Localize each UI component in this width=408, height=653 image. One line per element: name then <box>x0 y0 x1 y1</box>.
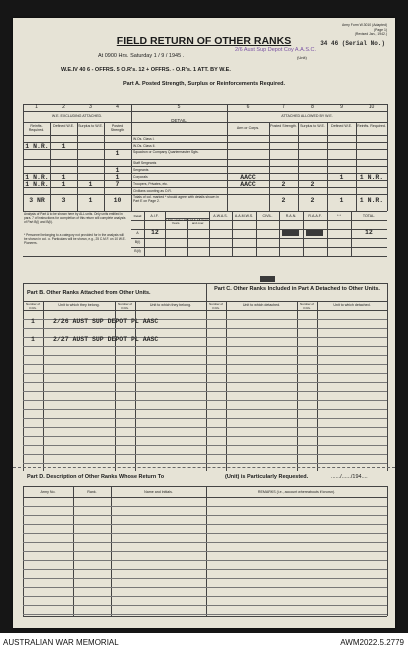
subhead: Reinfts. Required. <box>357 124 386 128</box>
col-number: 4 <box>116 104 119 110</box>
part-a-typed-value: 1 <box>339 174 344 181</box>
col-number: 3 <box>89 104 92 110</box>
part-d-head: REMARKS (i.e., account whereabouts if known). <box>257 490 336 494</box>
analysis-row-label: B(ii) <box>134 249 141 253</box>
part-d-head: Rank. <box>87 490 97 494</box>
analysis-total-value: 12 <box>365 229 373 236</box>
part-a-typed-value: AACC <box>240 174 256 181</box>
analysis-head: R.A.N. <box>285 214 297 218</box>
part-a-typed-value: 10 <box>113 197 122 204</box>
ruled-line <box>23 587 387 588</box>
ruled-line <box>23 391 387 392</box>
part-a-typed-value: 2 <box>310 197 315 204</box>
part-c-head: Unit to which detached. <box>333 303 371 307</box>
col-number: 7 <box>282 104 285 110</box>
analysis-row-label: B(i) <box>134 240 141 244</box>
form-page-no: (Page 1) <box>373 27 387 32</box>
ruled-line <box>23 373 387 374</box>
part-b-row-unit: 2/26 AUST SUP DEPOT PL AASC <box>53 318 159 325</box>
analysis-head: A.W.A.S. <box>213 214 228 218</box>
detail-heading: DETAIL <box>171 118 187 123</box>
part-c-head: Number of O.Rs. <box>299 302 314 310</box>
part-a-typed-value: 1 N.R. <box>359 197 384 204</box>
ruled-line <box>23 346 387 347</box>
group-heading-we: W.E. EXCLUDING ATTACHED. <box>51 114 103 118</box>
subhead: Reinfts. Required. <box>28 124 45 132</box>
subhead: Arm or Corps. <box>236 126 260 130</box>
detail-label: Troopers, Privates, etc. <box>133 182 168 186</box>
part-a-typed-value: 3 <box>61 197 66 204</box>
subhead: Posted Strength. <box>270 124 297 128</box>
subhead: Surplus to W.E. <box>78 124 103 128</box>
serial-number: 34 46 (Serial No.) <box>320 40 385 47</box>
col-number: 9 <box>340 104 343 110</box>
col-number: 10 <box>368 104 375 110</box>
redaction-mark <box>260 276 275 282</box>
part-a-typed-value: 1 <box>61 181 66 188</box>
analysis-head: A.A.M.W.S. <box>234 214 254 218</box>
detail-label: W.Os. Class I. <box>133 137 155 141</box>
analysis-head: A.I.F. <box>150 214 159 218</box>
ruled-line <box>23 463 387 464</box>
ruled-line <box>23 560 387 561</box>
ruled-line <box>23 328 387 329</box>
ruled-line <box>23 364 387 365</box>
part-a-typed-value: 2 <box>310 181 315 188</box>
col-number: 8 <box>311 104 314 110</box>
part-a-title: Part A. Posted Strength, Surplus or Reinforcements Required. <box>122 81 286 87</box>
analysis-head: TOTAL. <box>362 214 376 218</box>
analysis-head: CIVIL. <box>262 214 273 218</box>
part-b-row-number: 1 <box>31 318 35 325</box>
part-a-typed-value: 2 <box>281 197 286 204</box>
col-number: 1 <box>35 104 38 110</box>
analysis-note-2: * Personnel belonging to a category not provided for in the analysis will be shown in col. ••. Particulars will be shown, e.g., 25 C.M.F. on 10 W.E. Pioneers. <box>24 233 126 245</box>
unit-stamp: 2/6 Aust Sup Depot Coy A.A.S.C. <box>235 47 317 53</box>
analysis-head: * * <box>337 214 341 218</box>
analysis-head: C.M.F. Under 18 Years. <box>165 218 187 226</box>
part-c-title: Part C. Other Ranks Included in Part A Detached to Other Units. <box>214 286 380 292</box>
part-c-head: Unit to which detached. <box>242 303 281 307</box>
part-a-typed-value: 1 N.R. <box>25 174 49 181</box>
ruled-line <box>23 355 387 356</box>
subhead: Defined W.E. <box>53 124 74 128</box>
detail-label: Totals of col. marked * should agree with details shown in Part E on Page 2. <box>133 195 219 203</box>
analysis-head: R.A.A.F. <box>308 214 322 218</box>
analysis-aif-value: 12 <box>151 229 159 236</box>
part-b-head: Number of O.Rs. <box>117 302 132 310</box>
redaction-mark <box>282 230 299 236</box>
col-number: 5 <box>177 104 181 110</box>
part-a-typed-value: 1 <box>115 174 120 181</box>
detail-label: Civilians counting as O.R. <box>133 189 172 193</box>
ruled-line <box>23 382 387 383</box>
perforation-line <box>13 467 395 468</box>
part-b-row-number: 1 <box>31 336 35 343</box>
part-a-typed-value: 1 <box>88 197 93 204</box>
part-d-date: ....../....../194.... <box>331 474 368 480</box>
ruled-line <box>23 436 387 437</box>
part-a-typed-value: 1 <box>115 167 120 174</box>
ruled-line <box>23 454 387 455</box>
col-number: 6 <box>246 104 250 110</box>
form-revised: (Revised Jan., 1942.) <box>354 32 387 37</box>
analysis-head: C.M.F. 18 Years and over. <box>187 218 209 226</box>
ruled-line <box>23 515 387 516</box>
ruled-line <box>23 409 387 410</box>
subhead: Posted Strength <box>110 124 125 132</box>
part-a-typed-value: 1 N.R. <box>359 174 384 181</box>
part-a-typed-value: 1 <box>88 181 93 188</box>
ruled-line <box>23 614 387 615</box>
part-b-head: Number of O.Rs. <box>25 302 40 310</box>
part-a-typed-value: 1 <box>339 197 344 204</box>
part-d-title-unit: (Unit) is Particularly Requested. <box>225 474 309 480</box>
part-a-typed-value: 1 <box>61 174 66 181</box>
analysis-head: Detail <box>133 214 142 218</box>
part-d-head: Name and Initials. <box>144 490 173 494</box>
detail-label: Squadron or Company Quartermaster Sgts. <box>133 150 199 154</box>
part-a-typed-value: AACC <box>240 181 256 188</box>
ruled-line <box>23 605 387 606</box>
ruled-line <box>23 445 387 446</box>
part-d-head: Army No. <box>40 490 56 494</box>
analysis-row-label: A <box>136 231 139 235</box>
part-b-head: Unit to which they belong. <box>58 303 100 307</box>
part-a-typed-value: 1 <box>115 150 120 157</box>
part-a-typed-value: 1 <box>61 143 66 150</box>
detail-label: W.Os. Class II. <box>133 144 156 148</box>
part-b-title: Part B. Other Ranks Attached from Other Units. <box>27 290 151 296</box>
part-b-head: Unit to which they belong. <box>149 303 192 307</box>
ruled-line <box>23 578 387 579</box>
ruled-line <box>23 427 387 428</box>
part-a-typed-value: 1 N.R. <box>25 181 49 188</box>
part-a-typed-value: 3 NR <box>29 197 45 204</box>
subhead: Surplus to W.E. <box>300 124 325 128</box>
part-a-typed-value: 2 <box>281 181 286 188</box>
ruled-line <box>23 551 387 552</box>
we-line: W.E.IV 40 6 - OFFRS. 5 O.R's. 12 + OFFRS. - O.R's. 1 ATT. BY W.E. <box>61 67 231 73</box>
ruled-line <box>23 533 387 534</box>
part-a-typed-value: 1 N.R. <box>25 143 49 150</box>
analysis-note: Analysis of Part A to be shown here by ALL units. Only units entitled in para. 7 of instructions for completion of this return will complete analysis of Part B(i) and B(ii). <box>24 212 126 224</box>
archive-name: AUSTRALIAN WAR MEMORIAL <box>3 638 119 647</box>
detail-label: Sergeants <box>133 168 149 172</box>
ruled-line <box>23 506 387 507</box>
subhead: Defined W.E. <box>331 124 352 128</box>
form-number: Army Form W.3010 (Adapted) <box>341 23 387 27</box>
ruled-line <box>23 418 387 419</box>
archive-footer <box>0 633 408 653</box>
part-d-title: Part D. Description of Other Ranks Whose Return To <box>27 474 165 480</box>
detail-label: Corporals <box>133 175 148 179</box>
ruled-line <box>23 569 387 570</box>
form-title: FIELD RETURN OF OTHER RANKS <box>116 35 292 47</box>
col-number: 2 <box>62 104 65 110</box>
ruled-line <box>23 400 387 401</box>
ruled-line <box>23 542 387 543</box>
part-b-row-unit: 2/27 AUST SUP DEPOT PL AASC <box>53 336 159 343</box>
group-heading-attached: ATTACHED ALLOWED BY W.E. <box>281 114 333 118</box>
ruled-line <box>23 524 387 525</box>
ruled-line <box>23 596 387 597</box>
detail-label: Staff Sergeants <box>133 161 157 165</box>
archive-id: AWM2022.5.2779 <box>340 638 404 647</box>
redaction-mark <box>306 230 323 236</box>
part-a-typed-value: 7 <box>115 181 120 188</box>
at-line: At 0900 Hrs. Saturday 1 / 9 / 1945 . <box>98 53 185 59</box>
unit-label: (Unit) <box>297 55 307 60</box>
form-page <box>13 18 395 628</box>
part-c-head: Number of O.Rs. <box>208 302 223 310</box>
